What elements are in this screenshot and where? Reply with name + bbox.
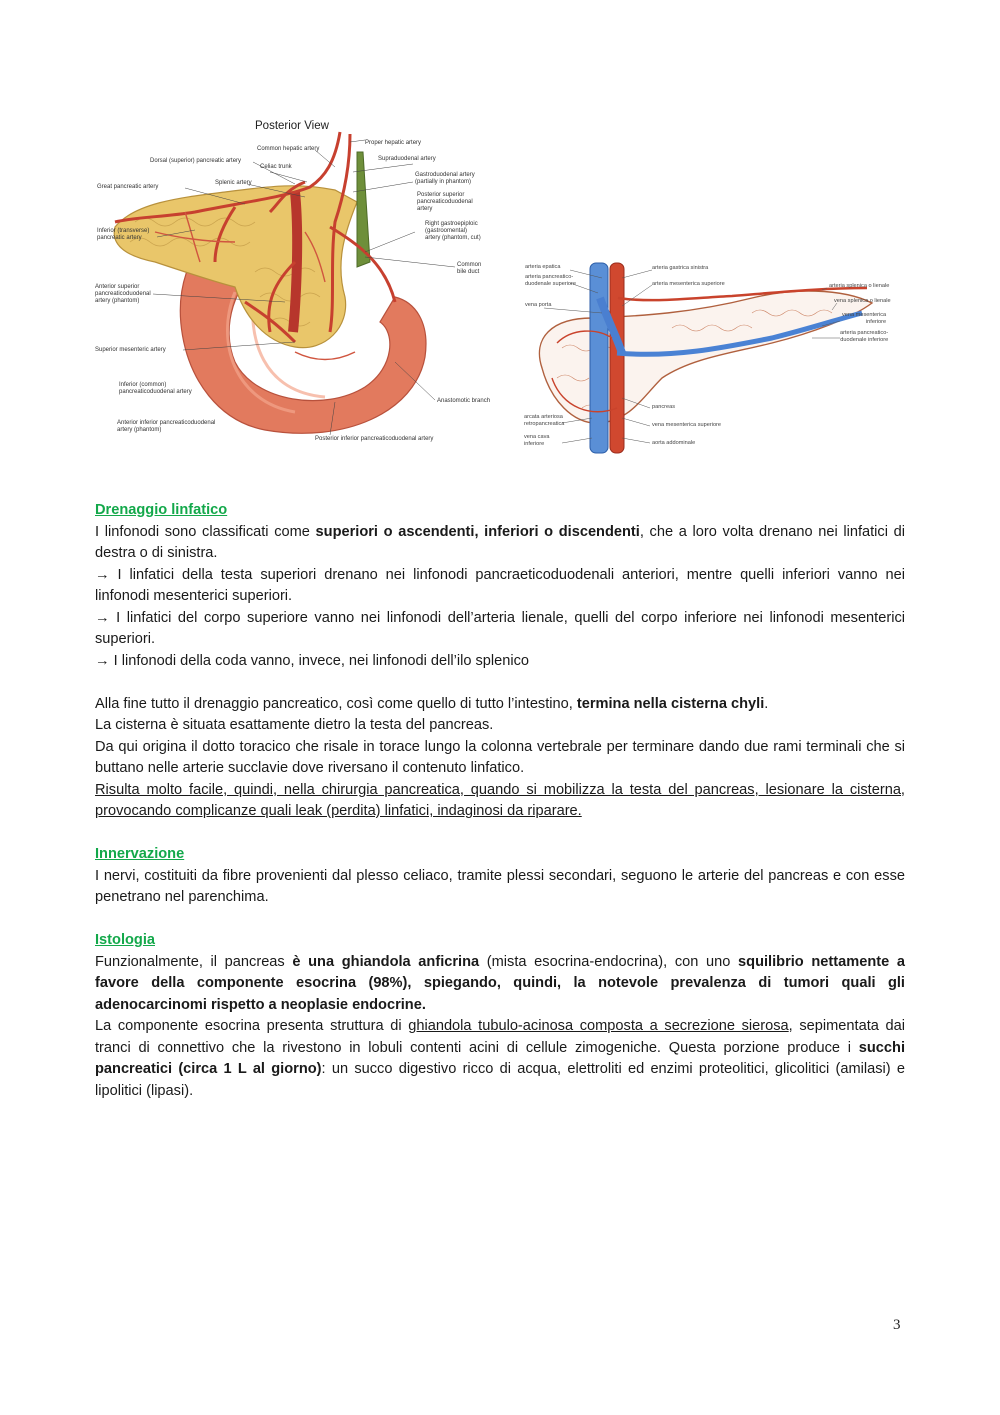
- paragraph-testa: → I linfatici della testa superiori drenano nei linfonodi pancraeticoduodenali anteriori, mentre quelli inferiori vanno nei linfonodi mesenterici superiori.: [95, 566, 905, 604]
- paragraph-cisterna: [95, 694, 905, 716]
- label-dorsal-pancreatic: Dorsal (superior) pancreatic artery: [150, 158, 242, 164]
- pancreas-vessels-figure: [522, 258, 900, 458]
- label-arteria-pd-inf: arteria pancreatico- duodenale inferiore: [840, 330, 889, 343]
- label-vena-mes-inf: vena mesenterica inferiore: [842, 312, 887, 325]
- spacer: [95, 823, 905, 845]
- heading-drenaggio: Drenaggio linfatico: [95, 502, 228, 518]
- paragraph-istologia-2: [95, 1016, 905, 1102]
- label-arcata: arcata arteriosa retropancreatica: [524, 414, 565, 427]
- text-span: Funzionalmente, il pancreas: [95, 953, 293, 970]
- paragraph-drenaggio-intro: [95, 522, 905, 565]
- text-span: : un succo digestivo ricco di acqua, elettroliti ed enzimi proteolitici, glicolitici (amilasi) e lipolitici (lipasi).: [95, 1061, 906, 1099]
- label-right-gastroepiploic: Right gastroepiploic (gastroomental) artery (phantom, cut): [425, 221, 481, 241]
- label-post-inf-pd: Posterior inferior pancreaticoduodenal artery: [315, 436, 434, 442]
- paragraph-cisterna-location: La cisterna è situata esattamente dietro la testa del pancreas.: [95, 717, 494, 733]
- label-vena-splenica: vena splenica o lienale: [834, 298, 891, 304]
- document-body: [95, 500, 905, 1102]
- bold-text: squilibrio nettamente a favore della componente esocrina (98%), spiegando, quindi, la notevole prevalenza di tumori quali gli adenocarcinomi rispetto a neoplasie endocrine.: [95, 953, 905, 1013]
- text-span: (mista esocrina-endocrina), con uno: [479, 953, 739, 970]
- bold-text: superiori o ascendenti, inferiori o discendenti: [315, 523, 640, 540]
- figure-title: Posterior View: [255, 120, 329, 132]
- text-span: Alla fine tutto il drenaggio pancreatico, così come quello di tutto l’intestino,: [95, 695, 577, 712]
- label-ant-inf-pd: Anterior inferior pancreaticoduodenal artery (phantom): [117, 420, 216, 433]
- paragraph-innervazione: I nervi, costituiti da fibre provenienti dal plesso celiaco, tramite plessi secondari, seguono le arterie del pancreas e con esse penetrano nel parenchima.: [95, 867, 905, 905]
- posterior-view-figure: [95, 112, 515, 452]
- paragraph-istologia-1: [95, 952, 905, 1017]
- label-arteria-pd-sup: arteria pancreatico- duodenale superiore: [525, 274, 577, 287]
- label-aorta: aorta addominale: [652, 440, 696, 446]
- label-sup-mesenteric: Superior mesenteric artery: [95, 347, 166, 353]
- text-span: , che a loro volta drenano nei linfatici di destra o di sinistra.: [95, 523, 905, 561]
- label-vena-cava: vena cava inferiore: [524, 434, 550, 447]
- label-celiac-trunk: Celiac trunk: [260, 164, 292, 170]
- label-proper-hepatic: Proper hepatic artery: [365, 140, 422, 146]
- heading-innervazione: Innervazione: [95, 846, 185, 862]
- bold-text: succhi pancreatici (circa 1 L al giorno): [95, 1039, 905, 1077]
- underlined-text: ghiandola tubulo-acinosa composta a secrezione sierosa: [408, 1018, 789, 1034]
- paragraph-dotto-toracico: Da qui origina il dotto toracico che risale in torace lungo la colonna vertebrale per terminare dando due rami terminali che si buttano nelle arterie succlavie dove riversano il contenuto linfatico.: [95, 738, 905, 776]
- bold-text: è una ghiandola anficrina: [292, 953, 480, 970]
- label-arteria-mes-sup: arteria mesenterica superiore: [652, 281, 725, 287]
- label-pancreas: pancreas: [652, 404, 676, 410]
- label-anastomotic: Anastomotic branch: [437, 398, 491, 404]
- label-vena-mes-sup: vena mesenterica superiore: [652, 422, 722, 428]
- label-common-bile-duct: Common bile duct: [457, 262, 482, 275]
- bold-text: termina nella cisterna chyli: [576, 695, 765, 712]
- label-post-sup-pd: Posterior superior pancreaticoduodenal artery: [417, 192, 473, 212]
- label-inferior-transverse: Inferior (transverse) pancreatic artery: [97, 228, 150, 241]
- paragraph-coda: → I linfonodi della coda vanno, invece, nei linfonodi dell’ilo splenico: [95, 652, 530, 669]
- label-arteria-epatica: arteria epatica: [525, 264, 561, 270]
- heading-istologia: Istologia: [95, 932, 155, 948]
- label-gastroduodenal: Gastroduodenal artery (partially in phantom): [415, 172, 475, 185]
- text-span: , sepimentata dai tranci di connettivo che la rivestono in lobuli contenti acini di cellule zimogeniche. Questa porzione produce i: [95, 1018, 905, 1056]
- label-arteria-gastrica-sin: arteria gastrica sinistra: [652, 265, 709, 271]
- text-span: I linfonodi sono classificati come: [95, 523, 316, 540]
- label-splenic: Splenic artery: [215, 180, 252, 186]
- spacer: [95, 672, 905, 694]
- text-span: La componente esocrina presenta struttura di: [95, 1018, 409, 1034]
- label-arteria-splenica: arteria splenica o lienale: [829, 283, 890, 289]
- label-supraduodenal: Supraduodenal artery: [378, 156, 436, 162]
- label-common-hepatic: Common hepatic artery: [257, 146, 320, 152]
- paragraph-chirurgia: Risulta molto facile, quindi, nella chirurgia pancreatica, quando si mobilizza la testa del pancreas, lesionare la cisterna, provocando complicanze quali leak (perdita) linfatici, indaginosi da riparare.: [95, 781, 905, 819]
- label-ant-sup-pd: Anterior superior pancreaticoduodenal artery (phantom): [95, 284, 151, 304]
- spacer: [95, 909, 905, 931]
- paragraph-corpo: → I linfatici del corpo superiore vanno nei linfonodi dell’arteria lienale, quelli del corpo inferiore nei linfonodi mesenterici superiori.: [95, 609, 905, 647]
- text-span: .: [764, 695, 769, 712]
- label-inferior-common-pd: Inferior (common) pancreaticoduodenal artery: [119, 382, 192, 395]
- label-vena-porta: vena porta: [525, 302, 552, 308]
- page-number: 3: [893, 1317, 901, 1333]
- label-great-pancreatic: Great pancreatic artery: [97, 184, 159, 190]
